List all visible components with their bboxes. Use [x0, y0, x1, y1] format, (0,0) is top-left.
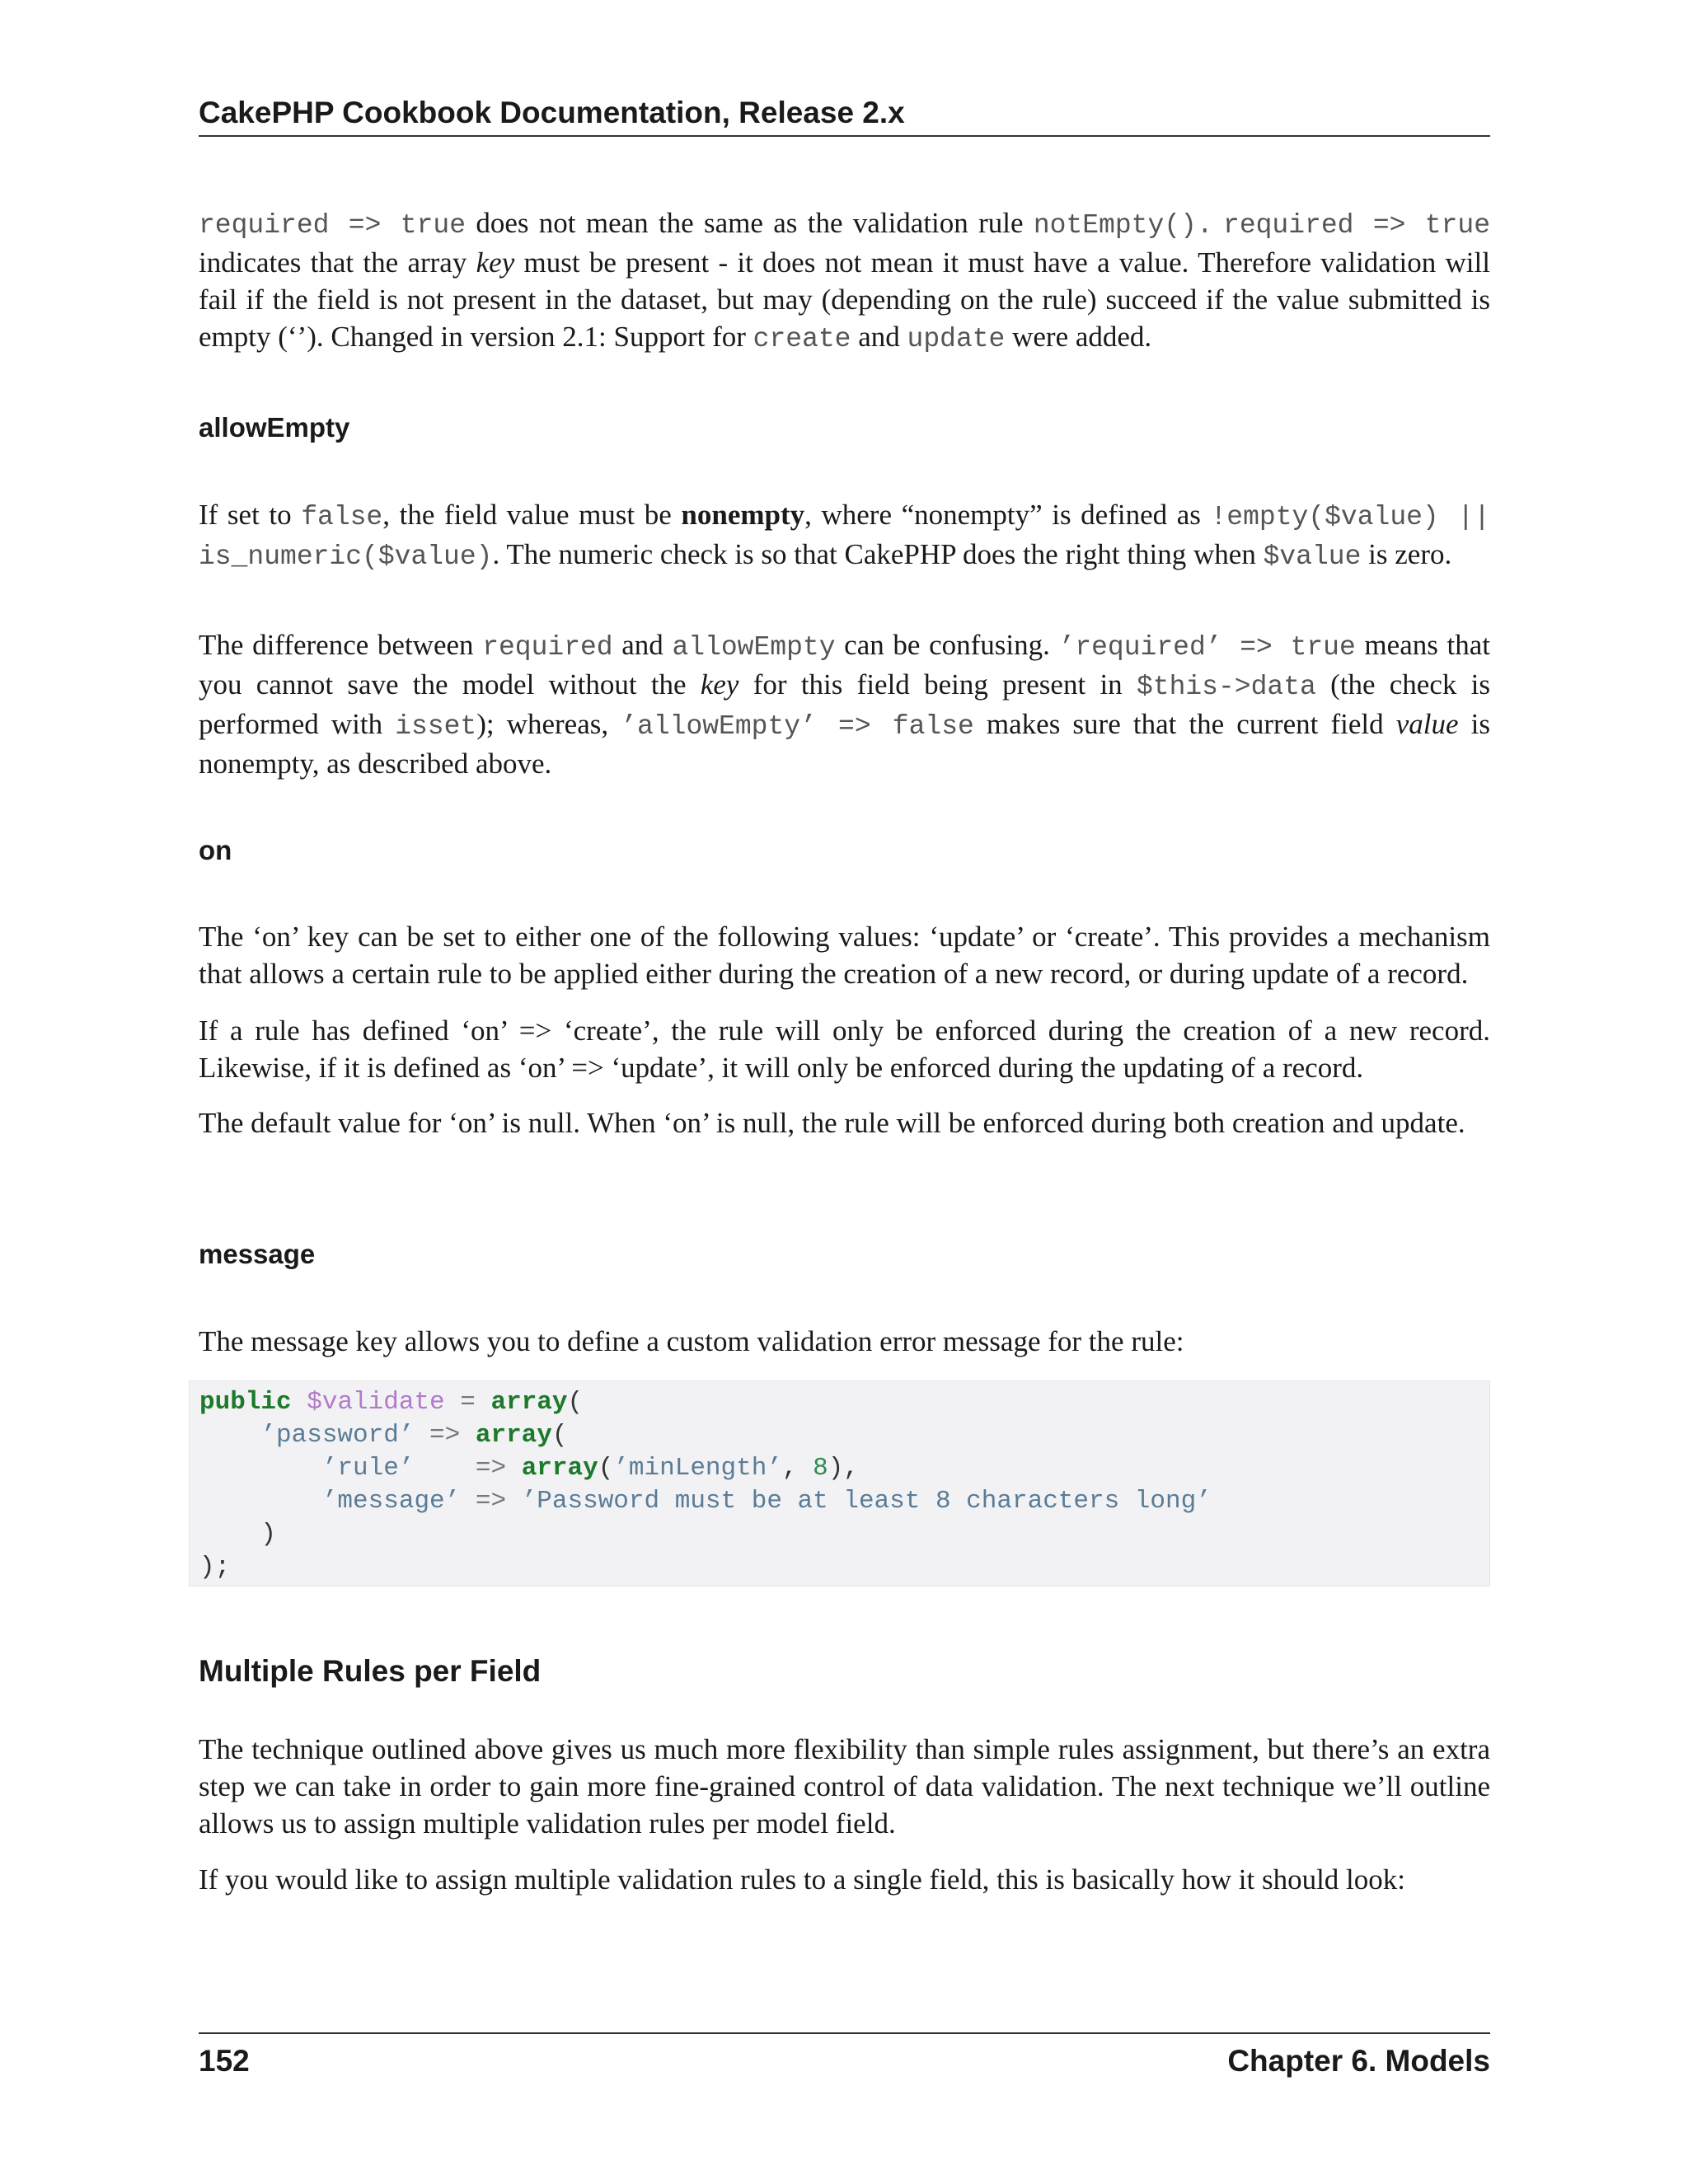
code-required-true-quoted: ’required’ => true — [1058, 632, 1356, 663]
chapter-label: Chapter 6. Models — [1227, 2044, 1490, 2078]
page-footer — [199, 2032, 1490, 2078]
text-fragment: If set to — [199, 499, 302, 531]
document-title: CakePHP Cookbook Documentation, Release 2.x — [199, 96, 905, 129]
text-fragment: and — [851, 321, 907, 353]
code-token: 8 — [813, 1454, 828, 1483]
code-token — [199, 1421, 260, 1450]
on-paragraph-3: The default value for ‘on’ is null. When ‘on’ is null, the rule will be enforced during both creation and update. — [199, 1107, 1465, 1139]
text-fragment: (the check is performed with — [199, 668, 1490, 740]
text-fragment: and — [612, 629, 673, 661]
code-required-true: required => true — [199, 210, 466, 241]
code-token: ’rule’ — [321, 1454, 415, 1483]
code-token: ), — [828, 1454, 859, 1483]
code-token: ( — [567, 1388, 584, 1417]
heading-multiple-rules: Multiple Rules per Field — [199, 1654, 542, 1688]
text-fragment: is nonempty, as described above. — [199, 708, 1490, 780]
emphasis-key: key — [700, 668, 739, 701]
code-token: => — [414, 1421, 476, 1450]
heading-on: on — [199, 835, 232, 865]
text-fragment: , where “nonempty” is defined as — [804, 499, 1211, 531]
code-token: ’Password must be at least 8 characters long’ — [521, 1487, 1212, 1516]
code-block — [189, 1380, 1490, 1586]
code-allowempty: allowEmpty — [672, 632, 836, 663]
bold-nonempty: nonempty — [681, 499, 805, 531]
code-token: ’message’ — [321, 1487, 461, 1516]
text-fragment: were added. — [1005, 321, 1152, 353]
page-header — [199, 91, 1490, 137]
code-notempty: notEmpty(). — [1033, 210, 1213, 241]
text-fragment: does not mean the same as the validation rule — [466, 207, 1034, 239]
on-paragraph-1: The ‘on’ key can be set to either one of the following values: ‘update’ or ‘create’. This provides a mechanism that allows a certain rule to be applied either during the creation of a new record, or during update of a record. — [199, 921, 1490, 990]
text-fragment: must be present - it does not mean it must have a value. Therefore validation will fail if the field is not present in the dataset, but may (depending on the rule) succeed if the value submitted is empty (‘’). Changed in version 2.1: Support for — [199, 246, 1490, 353]
code-token: ); — [199, 1553, 231, 1582]
code-token: public — [199, 1388, 292, 1417]
code-token: => — [414, 1454, 522, 1483]
code-token — [199, 1487, 322, 1516]
text-fragment: . The numeric check is so that CakePHP does the right thing when — [492, 538, 1264, 570]
required-explanation-paragraph — [199, 204, 1490, 358]
message-paragraph: The message key allows you to define a custom validation error message for the rule: — [199, 1325, 1184, 1357]
code-token: ’minLength’ — [613, 1454, 782, 1483]
text-fragment: , the field value must be — [382, 499, 682, 531]
code-listing — [190, 1381, 1489, 1584]
multiple-paragraph-1: The technique outlined above gives us much more flexibility than simple rules assignment, but there’s an extra step we can take in order to gain more fine-grained control of data validation. The next technique we’ll outline allows us to assign multiple validation rules per model field. — [199, 1733, 1490, 1840]
code-allowempty-false: ’allowEmpty’ => false — [621, 711, 974, 742]
code-token: array — [521, 1454, 598, 1483]
code-this-data: $this->data — [1136, 672, 1316, 702]
code-required: required — [482, 632, 613, 663]
code-isset: isset — [395, 711, 477, 742]
code-update: update — [907, 324, 1006, 354]
text-fragment: can be confusing. — [835, 629, 1059, 661]
text-fragment: is zero. — [1361, 538, 1452, 570]
code-token: ) — [199, 1520, 277, 1549]
code-token: ’password’ — [260, 1421, 415, 1450]
multiple-paragraph-2: If you would like to assign multiple validation rules to a single field, this is basically how it should look: — [199, 1863, 1406, 1896]
text-fragment: ); whereas, — [476, 708, 621, 740]
allowempty-paragraph-2 — [199, 626, 1490, 782]
page-number: 152 — [199, 2044, 250, 2078]
text-fragment: makes sure that the current field — [973, 708, 1396, 740]
heading-message: message — [199, 1239, 316, 1269]
heading-allowempty: allowEmpty — [199, 412, 350, 443]
code-token — [199, 1454, 322, 1483]
emphasis-key: key — [476, 246, 515, 279]
on-paragraph-2: If a rule has defined ‘on’ => ‘create’, the rule will only be enforced during the creation of a new record. Likewise, if it is defined as ‘on’ => ‘update’, it will only be enforced during the updating of a record. — [199, 1015, 1490, 1084]
code-token: array — [490, 1388, 568, 1417]
code-required-true: required => true — [1223, 210, 1491, 241]
emphasis-value: value — [1395, 708, 1459, 740]
text-fragment: for this field being present in — [738, 668, 1137, 701]
code-create: create — [753, 324, 851, 354]
allowempty-paragraph-1 — [199, 496, 1490, 575]
code-empty-check: !empty($value) || is_numeric($value) — [199, 502, 1490, 572]
code-false: false — [301, 502, 383, 532]
code-token: = — [444, 1388, 491, 1417]
code-token: ( — [598, 1454, 614, 1483]
code-token: , — [781, 1454, 814, 1483]
text-fragment: means that you cannot save the model without the — [199, 629, 1490, 701]
code-token: $validate — [307, 1388, 445, 1417]
text-fragment: indicates that the array — [199, 246, 476, 279]
code-value-var: $value — [1263, 541, 1362, 572]
code-token: array — [475, 1421, 552, 1450]
code-token: ( — [551, 1421, 568, 1450]
text-fragment — [1213, 207, 1223, 239]
text-fragment: The difference between — [199, 629, 483, 661]
code-token: => — [460, 1487, 522, 1516]
